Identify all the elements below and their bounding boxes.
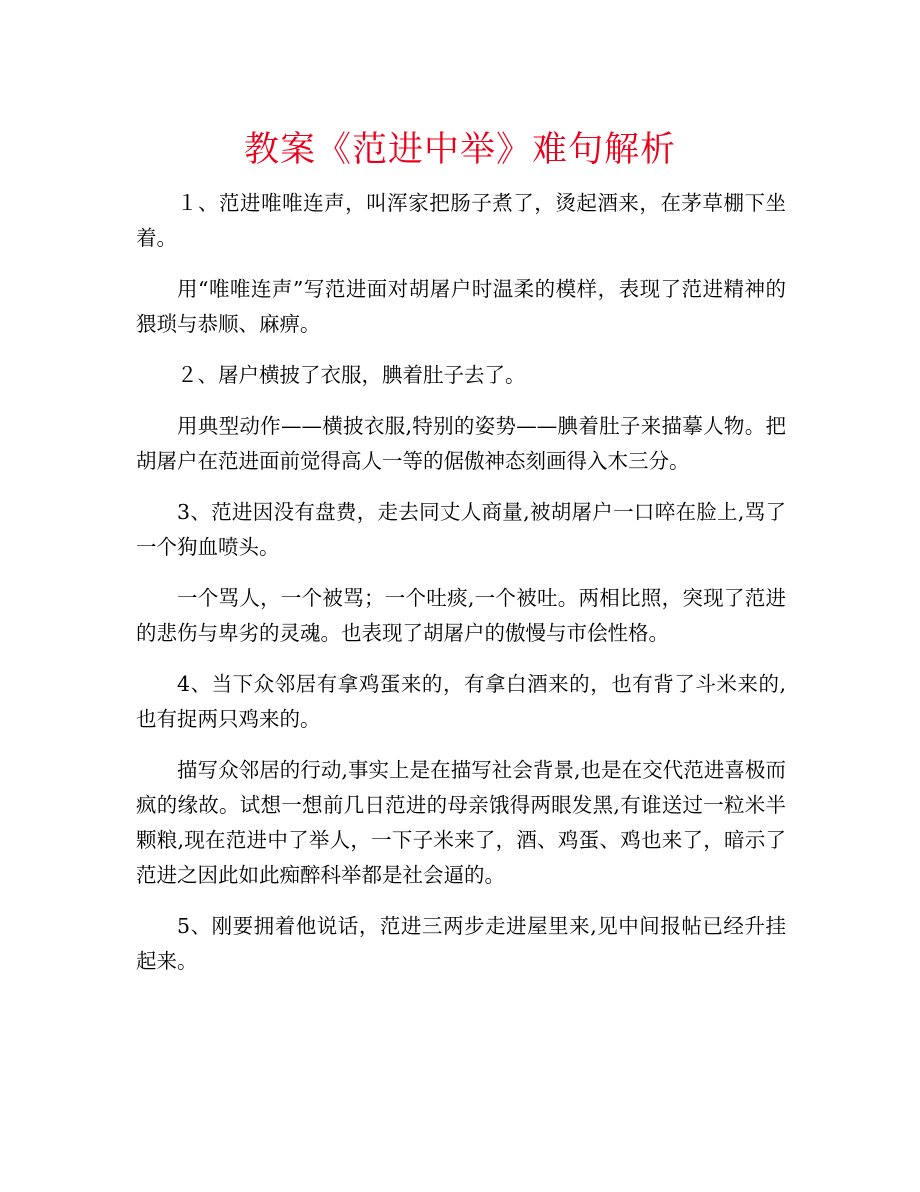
paragraph-2: 用“唯唯连声”写范进面对胡屠户时温柔的模样，表现了范进精神的猥琐与恭顺、麻痹。: [136, 277, 786, 336]
document-body: [136, 186, 786, 995]
page-title: 教案《范进中举》难句解析: [243, 130, 676, 170]
paragraph-5: 3、范进因没有盘费，走去同丈人商量,被胡屠户一口啐在脸上,骂了一个狗血喷头。: [136, 500, 786, 559]
paragraph-7: 4、当下众邻居有拿鸡蛋来的，有拿白酒来的，也有背了斗米来的,也有捉两只鸡来的。: [136, 672, 786, 731]
paragraph-3: ２、屠户横披了衣服，腆着肚子去了。: [177, 363, 526, 387]
paragraph-4: 用典型动作——横披衣服,特别的姿势——腆着肚子来描摹人物。把胡屠户在范进面前觉得高人一等的倨傲神态刻画得入木三分。: [136, 414, 786, 473]
paragraph-6: 一个骂人，一个被骂；一个吐痰,一个被吐。两相比照，突现了范进的悲伤与卑劣的灵魂。也表现了胡屠户的傲慢与市侩性格。: [136, 586, 786, 645]
paragraph-1: １、范进唯唯连声，叫浑家把肠子煮了，烫起酒来，在茅草棚下坐着。: [136, 191, 786, 250]
paragraph-8: 描写众邻居的行动,事实上是在描写社会背景,也是在交代范进喜极而疯的缘故。试想一想前几日范进的母亲饿得两眼发黑,有谁送过一粒米半颗粮,现在范进中了举人，一下子米来了，酒、鸡蛋、鸡也来了，暗示了范进之因此如此痴醉科举都是社会逼的。: [136, 758, 786, 887]
paragraph-9: 5、刚要拥着他说话，范进三两步走进屋里来,见中间报帖已经升挂起来。: [136, 914, 786, 973]
